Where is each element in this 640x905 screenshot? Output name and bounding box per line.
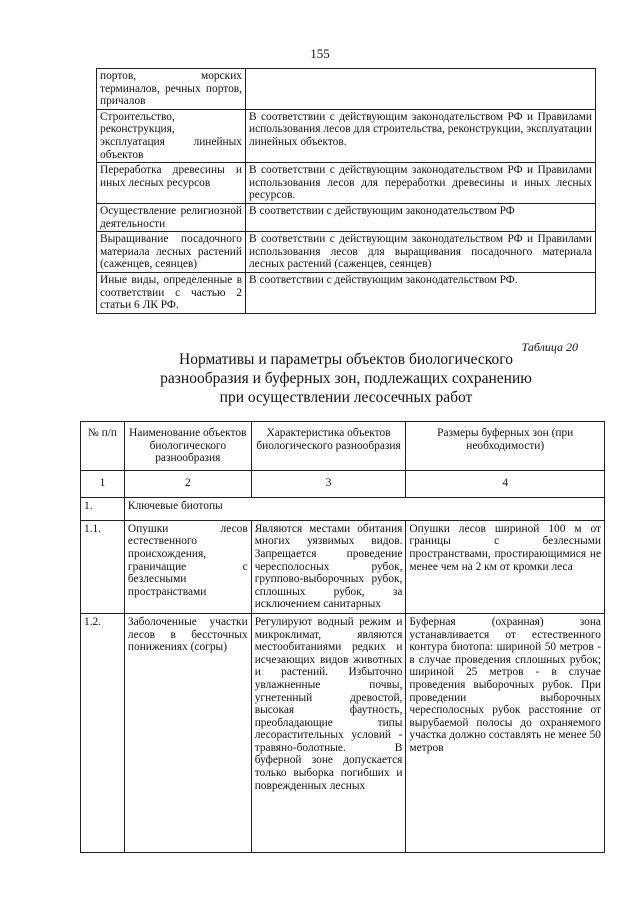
characteristics-cell: Являются местами обитания многих уязвимых видов. Запрещается проведение чересполосных рубок, группово-выборочных рубок, сплошных рубок, за исключением санитарных [251,520,406,613]
header-name: Наименование объектов биологического разнообразия [124,422,251,471]
row-number: 1.1. [81,520,125,613]
use-type-cell: Выращивание посадочного материала лесных растений (саженцев, сеянцев) [97,232,246,273]
use-type-cell: Осуществление религиозной деятельности [97,203,246,231]
buffer-zone-cell: Буферная (охранная) зона устанавливается от естественного контура биотопа: шириной 50 метров - в случае проведения сплошных рубок; шириной 25 метров - в случае проведения выборочных рубок. При проведении выборочных чересполосных рубок расстояние от вырубаемой полосы до охраняемого участка должно составлять не менее 50 метров [406,613,605,852]
column-number: 1 [81,470,125,497]
object-name-cell: Опушки лесов естественного происхождения, граничащие с безлесными пространствами [124,520,251,613]
biodiversity-norms-table [80,421,605,853]
title-line: разнообразия и буферных зон, подлежащих сохранению [160,370,532,387]
use-type-cell: Переработка древесины и иных лесных ресурсов [97,163,246,204]
use-type-cell: Иные виды, определенные в соответствии с частью 2 статьи 6 ЛК РФ. [97,272,246,313]
table-row [97,109,596,162]
page-number: 155 [310,46,330,61]
buffer-zone-cell: Опушки лесов шириной 100 м от границы с безлесными пространствами, простирающимися не менее чем на 2 км от кромки леса [406,520,605,613]
header-num: № п/п [81,422,125,471]
requirements-cell: В соответствии с действующим законодательством РФ и Правилами использования лесов для переработки древесины и иных лесных ресурсов. [246,163,596,204]
table-header-row [81,422,605,471]
row-number: 1.2. [81,613,125,852]
use-type-cell: Строительство, реконструкция, эксплуатация линейных объектов [97,109,246,162]
land-use-table [96,68,596,314]
requirements-cell: В соответствии с действующим законодательством РФ и Правилами использования лесов для строительства, реконструкции, эксплуатации линейных объектов. [246,109,596,162]
title-line: при осуществлении лесосечных работ [219,389,473,406]
column-number: 4 [406,470,605,497]
table-row [81,520,605,613]
section-title [96,350,596,407]
requirements-cell [246,69,596,110]
use-type-cell: портов, морских терминалов, речных портов, причалов [97,69,246,110]
object-name-cell: Заболоченные участки лесов в бессточных понижениях (согры) [124,613,251,852]
table-row [97,203,596,231]
table-row [97,232,596,273]
requirements-cell: В соответствии с действующим законодательством РФ и Правилами использования лесов для выращивания посадочного материала лесных растений (саженцев, сеянцев) [246,232,596,273]
requirements-cell: В соответствии с действующим законодательством РФ [246,203,596,231]
table-caption: Таблица 20 [521,340,578,354]
section-number: 1. [81,497,125,520]
header-buffer: Размеры буферных зон (при необходимости) [406,422,605,471]
table-row [97,69,596,110]
column-number: 2 [124,470,251,497]
section-row [81,497,605,520]
characteristics-cell: Регулируют водный режим и микроклимат, являются местообитаниями редких и исчезающих видов животных и растений. Избыточно увлажненные почвы, угнетенный древостой, высокая фаутность, преобладающие типы лесорастительных условий - травяно-болотные. В буферной зоне допускается только выборка погибших и поврежденных лесных [251,613,406,852]
header-characteristics: Характеристика объектов биологического разнообразия [251,422,406,471]
table-row [97,272,596,313]
title-line: Нормативы и параметры объектов биологического [179,351,513,368]
section-title-cell: Ключевые биотопы [124,497,604,520]
requirements-cell: В соответствии с действующим законодательством РФ. [246,272,596,313]
column-number: 3 [251,470,406,497]
table-row [81,613,605,852]
column-number-row [81,470,605,497]
table-row [97,163,596,204]
